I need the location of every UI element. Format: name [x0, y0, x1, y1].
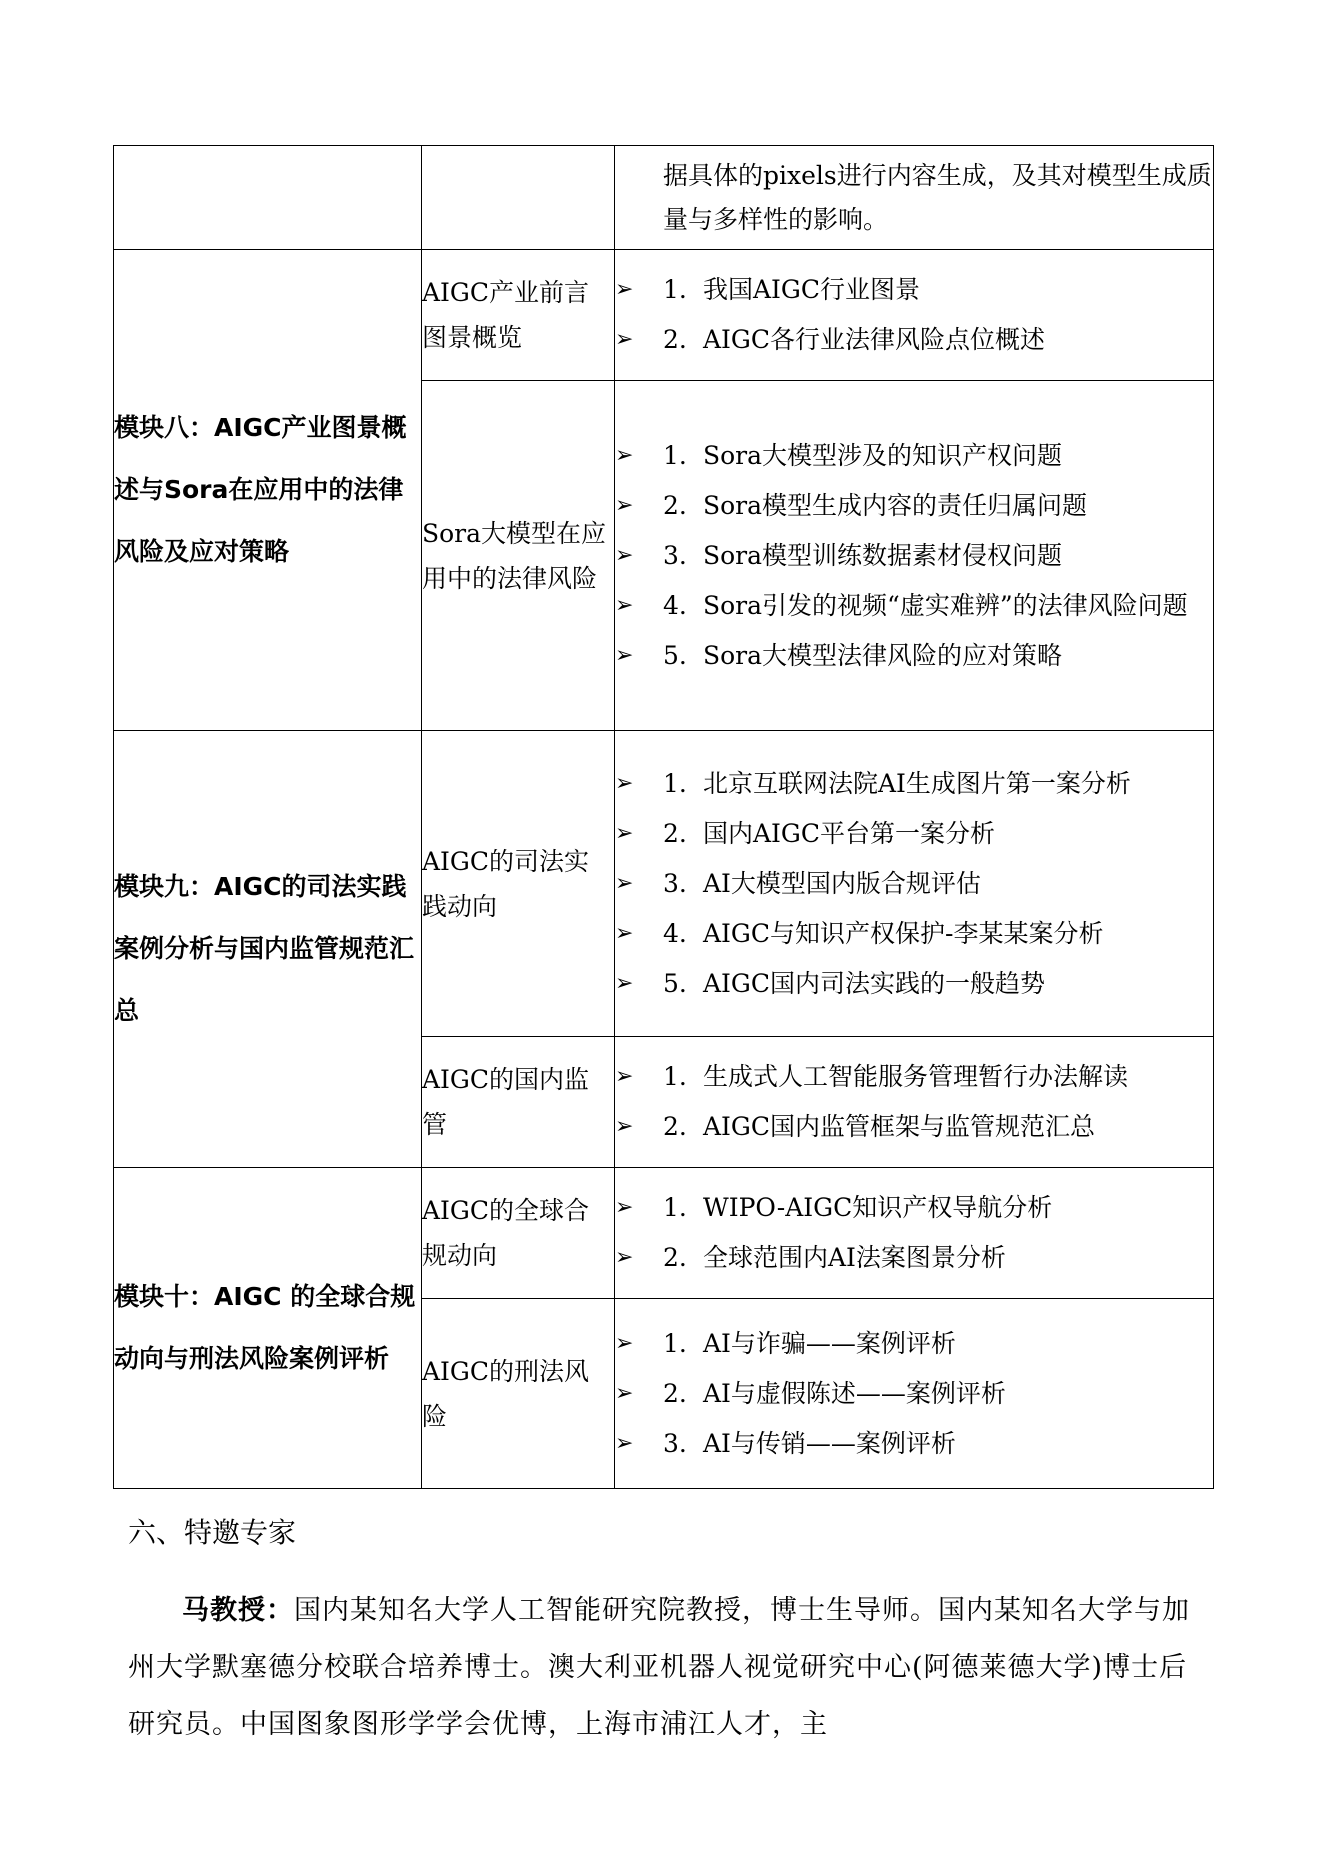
- topic-label: Sora大模型在应用中的法律风险: [422, 518, 607, 593]
- list-item: ➢ 3. AI大模型国内版合规评估: [615, 862, 1213, 906]
- arrowhead-bullet-icon: ➢: [615, 492, 634, 518]
- continuation-text: 据具体的pixels进行内容生成，及其对模型生成质量与多样性的影响。: [663, 160, 1212, 234]
- item-list: [615, 762, 1213, 1006]
- topic-cell: [422, 250, 615, 381]
- arrowhead-bullet-icon: ➢: [615, 442, 634, 468]
- arrowhead-bullet-icon: ➢: [615, 820, 634, 846]
- list-item: ➢ 3. Sora模型训练数据素材侵权问题: [615, 534, 1213, 578]
- section-heading: 六、特邀专家: [128, 1516, 297, 1549]
- module-title: 模块九：AIGC的司法实践案例分析与国内监管规范汇总: [114, 872, 415, 1025]
- module-title-cell: [114, 250, 422, 731]
- item-list: [615, 1322, 1213, 1466]
- list-item: ➢ 1. WIPO-AIGC知识产权导航分析: [615, 1186, 1213, 1230]
- list-item: ➢ 2. 全球范围内AI法案图景分析: [615, 1236, 1213, 1280]
- list-item: ➢ 2. AIGC国内监管框架与监管规范汇总: [615, 1105, 1213, 1149]
- topic-cell: [422, 1168, 615, 1299]
- arrowhead-bullet-icon: ➢: [615, 1114, 634, 1139]
- content-cell: [615, 146, 1214, 250]
- module-title: 模块八：AIGC产业图景概述与Sora在应用中的法律风险及应对策略: [114, 413, 407, 566]
- module-cell-empty: [114, 146, 422, 250]
- list-item: ➢ 1. 北京互联网法院AI生成图片第一案分析: [615, 762, 1213, 806]
- list-item: ➢ 2. 国内AIGC平台第一案分析: [615, 812, 1213, 856]
- list-item: ➢ 1. AI与诈骗——案例评析: [615, 1322, 1213, 1366]
- topic-cell: [422, 731, 615, 1037]
- topic-cell: [422, 1037, 615, 1168]
- topic-label: AIGC的全球合规动向: [422, 1196, 590, 1270]
- topic-cell: [422, 1299, 615, 1489]
- content-cell: [615, 381, 1214, 731]
- topic-cell-empty: [422, 146, 615, 250]
- list-item: ➢ 5. Sora大模型法律风险的应对策略: [615, 634, 1213, 678]
- arrowhead-bullet-icon: ➢: [615, 1380, 634, 1406]
- topic-label: AIGC的刑法风险: [422, 1356, 590, 1431]
- content-cell: [615, 731, 1214, 1037]
- arrowhead-bullet-icon: ➢: [615, 642, 634, 668]
- list-item: ➢ 5. AIGC国内司法实践的一般趋势: [615, 962, 1213, 1006]
- continuation-row: [114, 146, 1214, 250]
- content-cell: [615, 1299, 1214, 1489]
- table-row: [114, 731, 1214, 1037]
- item-list: [615, 1055, 1213, 1149]
- arrowhead-bullet-icon: ➢: [615, 870, 634, 896]
- table-row: [114, 1168, 1214, 1299]
- content-cell: [615, 250, 1214, 381]
- arrowhead-bullet-icon: ➢: [615, 277, 634, 302]
- list-item: ➢ 3. AI与传销——案例评析: [615, 1422, 1213, 1466]
- arrowhead-bullet-icon: ➢: [615, 592, 634, 618]
- module-title-cell: [114, 731, 422, 1168]
- list-item: ➢ 1. 生成式人工智能服务管理暂行办法解读: [615, 1055, 1213, 1099]
- list-item: ➢ 2. AI与虚假陈述——案例评析: [615, 1372, 1213, 1416]
- expert-bio: [128, 1582, 1208, 1753]
- arrowhead-bullet-icon: ➢: [615, 1245, 634, 1270]
- arrowhead-bullet-icon: ➢: [615, 920, 634, 946]
- module-title: 模块十：AIGC 的全球合规动向与刑法风险案例评析: [114, 1282, 416, 1373]
- arrowhead-bullet-icon: ➢: [615, 1064, 634, 1089]
- arrowhead-bullet-icon: ➢: [615, 542, 634, 568]
- list-item: ➢ 2. Sora模型生成内容的责任归属问题: [615, 484, 1213, 528]
- arrowhead-bullet-icon: ➢: [615, 327, 634, 352]
- arrowhead-bullet-icon: ➢: [615, 1430, 634, 1456]
- list-item: ➢ 2. AIGC各行业法律风险点位概述: [615, 318, 1213, 362]
- module-title-cell: [114, 1168, 422, 1489]
- topic-label: AIGC的司法实践动向: [422, 846, 590, 921]
- list-item: ➢ 4. AIGC与知识产权保护-李某某案分析: [615, 912, 1213, 956]
- list-item: ➢ 1. Sora大模型涉及的知识产权问题: [615, 434, 1213, 478]
- arrowhead-bullet-icon: ➢: [615, 970, 634, 996]
- table-row: [114, 250, 1214, 381]
- list-item: ➢ 1. 我国AIGC行业图景: [615, 268, 1213, 312]
- item-list: [615, 434, 1213, 678]
- expert-name: 马教授：: [182, 1595, 294, 1626]
- syllabus-table: [113, 145, 1214, 1489]
- topic-cell: [422, 381, 615, 731]
- item-list: [615, 1186, 1213, 1280]
- expert-bio-text: 国内某知名大学人工智能研究院教授，博士生导师。国内某知名大学与加州大学默塞德分校联合培养博士。澳大利亚机器人视觉研究中心(阿德莱德大学)博士后研究员。中国图象图形学学会优博，上海市浦江人才，主: [128, 1595, 1190, 1740]
- arrowhead-bullet-icon: ➢: [615, 1330, 634, 1356]
- item-list: [615, 268, 1213, 362]
- content-cell: [615, 1037, 1214, 1168]
- list-item: ➢ 4. Sora引发的视频“虚实难辨”的法律风险问题: [615, 584, 1213, 628]
- topic-label: AIGC产业前言图景概览: [422, 278, 590, 352]
- arrowhead-bullet-icon: ➢: [615, 770, 634, 796]
- arrowhead-bullet-icon: ➢: [615, 1195, 634, 1220]
- topic-label: AIGC的国内监管: [422, 1065, 590, 1139]
- content-cell: [615, 1168, 1214, 1299]
